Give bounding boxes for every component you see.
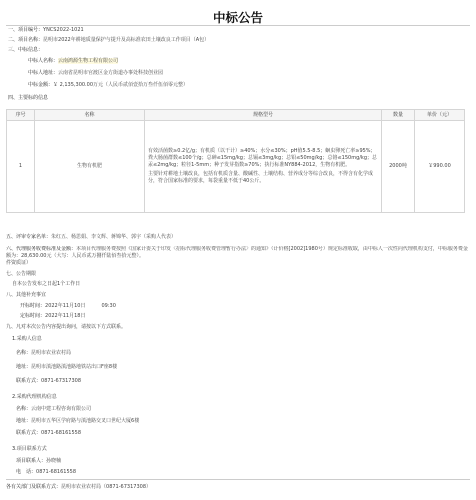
buyer-heading: 1.采购人信息 bbox=[12, 336, 42, 342]
header-spec: 规格型号 bbox=[145, 110, 382, 121]
spec-notes: 主要针对耕地土壤改良，包括有机质含量、酸碱性、土壤结构、营养成分等综合改良，不得含有化学成分，符合国家标准的要求，每袋重量不低于40公斤。 bbox=[148, 171, 374, 184]
footer-contacts: 各有关部门及联系方式：昆明市农业农村局（0871-67317308） bbox=[6, 484, 151, 490]
agency-name: 名称：云南中建工程咨询有限公司 bbox=[16, 406, 92, 412]
buyer-name: 名称：昆明市农业农村局 bbox=[16, 350, 72, 356]
agency-fee-line: 六、代理服务收费标准及金额：本项目代理服务费按照《国家计委关于印发〈招标代理服务收费管理暂行办法〉的通知》（计价格[2002]1980号）规定标准收取，由中标人一次性向代理机构支付，中标服务费金额为：28,630.00元（大写：人民币贰万捌仟陆佰叁拾元整）。 bbox=[6, 246, 468, 259]
header-qty: 数量 bbox=[382, 110, 415, 121]
agency-fee-line-2: 件资质证） bbox=[6, 260, 32, 266]
cell-spec bbox=[145, 121, 382, 213]
winner-name: 中标人名称：云南鸿源生物工程有限公司 bbox=[28, 58, 119, 64]
bid-info-heading: 三、中标信息： bbox=[8, 47, 44, 53]
notice-period-text: 自本公告发布之日起1个工作日 bbox=[12, 281, 81, 287]
other-matters-heading: 八、其他补充事宜 bbox=[6, 292, 47, 298]
project-contact-person: 项目联系人：孙晓楠 bbox=[16, 458, 62, 464]
project-contact-phone: 电 话：0871-68161558 bbox=[16, 469, 76, 475]
page-title: 中标公告 bbox=[212, 10, 263, 25]
header-price: 单价（元） bbox=[415, 110, 465, 121]
header-no: 序号 bbox=[7, 110, 35, 121]
project-number: 一、项目编号：YNCS2022-1021 bbox=[8, 27, 84, 33]
items-table bbox=[6, 109, 465, 213]
notice-period-heading: 七、公告期限 bbox=[6, 271, 37, 277]
table-header-row bbox=[7, 110, 465, 121]
cell-price: ￥990.00 bbox=[415, 121, 465, 213]
project-contact-heading: 3.项目联系方式 bbox=[12, 446, 47, 452]
open-time: 开标时间：2022年11月10日 09:30 bbox=[20, 303, 116, 309]
buyer-phone: 联系方式：0871-67317308 bbox=[16, 378, 81, 384]
cell-qty: 2000吨 bbox=[382, 121, 415, 213]
main-items-heading: 四、主要标的信息 bbox=[8, 95, 49, 101]
footer-divider bbox=[6, 479, 470, 480]
agency-phone: 联系方式：0871-68161558 bbox=[16, 430, 81, 436]
spec-params: 有效活菌数≥0.2亿/g；有机质（以干计）≥40%；水分≤30%；pH值5.5-8.5；蛔虫卵死亡率≥95%；粪大肠菌群数≤100个/g；总砷≤15mg/kg；总镉≤3mg/kg；总铅≤50mg/kg；总铬≤150mg/kg；总汞≤2mg/kg；粒径1-5mm；种子发芽指数≥70%；执行标准NY884-2012，生物有机肥。 bbox=[148, 148, 377, 168]
winner-address: 中标人地址：云南省昆明市官渡区金方街道办事处科技创业园 bbox=[28, 70, 164, 76]
decide-time: 定标时间：2022年11月18日 bbox=[20, 313, 86, 319]
winner-amount: 中标金额：￥ 2,135,300.00万元（人民币贰佰壹拾万叁仟伍佰零元整） bbox=[28, 82, 189, 88]
buyer-address: 地址：昆明市滇池路滇池路地铁站出口F座8楼 bbox=[16, 364, 118, 370]
agency-address: 地址：昆明市五华区学府路与滇池路交叉口世纪大厦6楼 bbox=[16, 418, 140, 424]
cell-no: 1 bbox=[7, 121, 35, 213]
cell-name: 生物有机肥 bbox=[35, 121, 145, 213]
table-row bbox=[7, 121, 465, 213]
contact-heading: 九、凡对本次公告内容提出询问，请按以下方式联系。 bbox=[6, 324, 127, 330]
header-name: 名称 bbox=[35, 110, 145, 121]
project-name: 二、项目名称：昆明市2022年耕地质量保护与提升及高标准农田土壤改良工作项目（A包） bbox=[8, 37, 210, 43]
title-divider bbox=[6, 25, 470, 26]
agency-heading: 2.采购代理机构信息 bbox=[12, 394, 57, 400]
experts-line: 五、评审专家名单：朱红五、杨思娟、李文辉、蒋锦华、郭宇（采购人代表） bbox=[6, 234, 177, 240]
